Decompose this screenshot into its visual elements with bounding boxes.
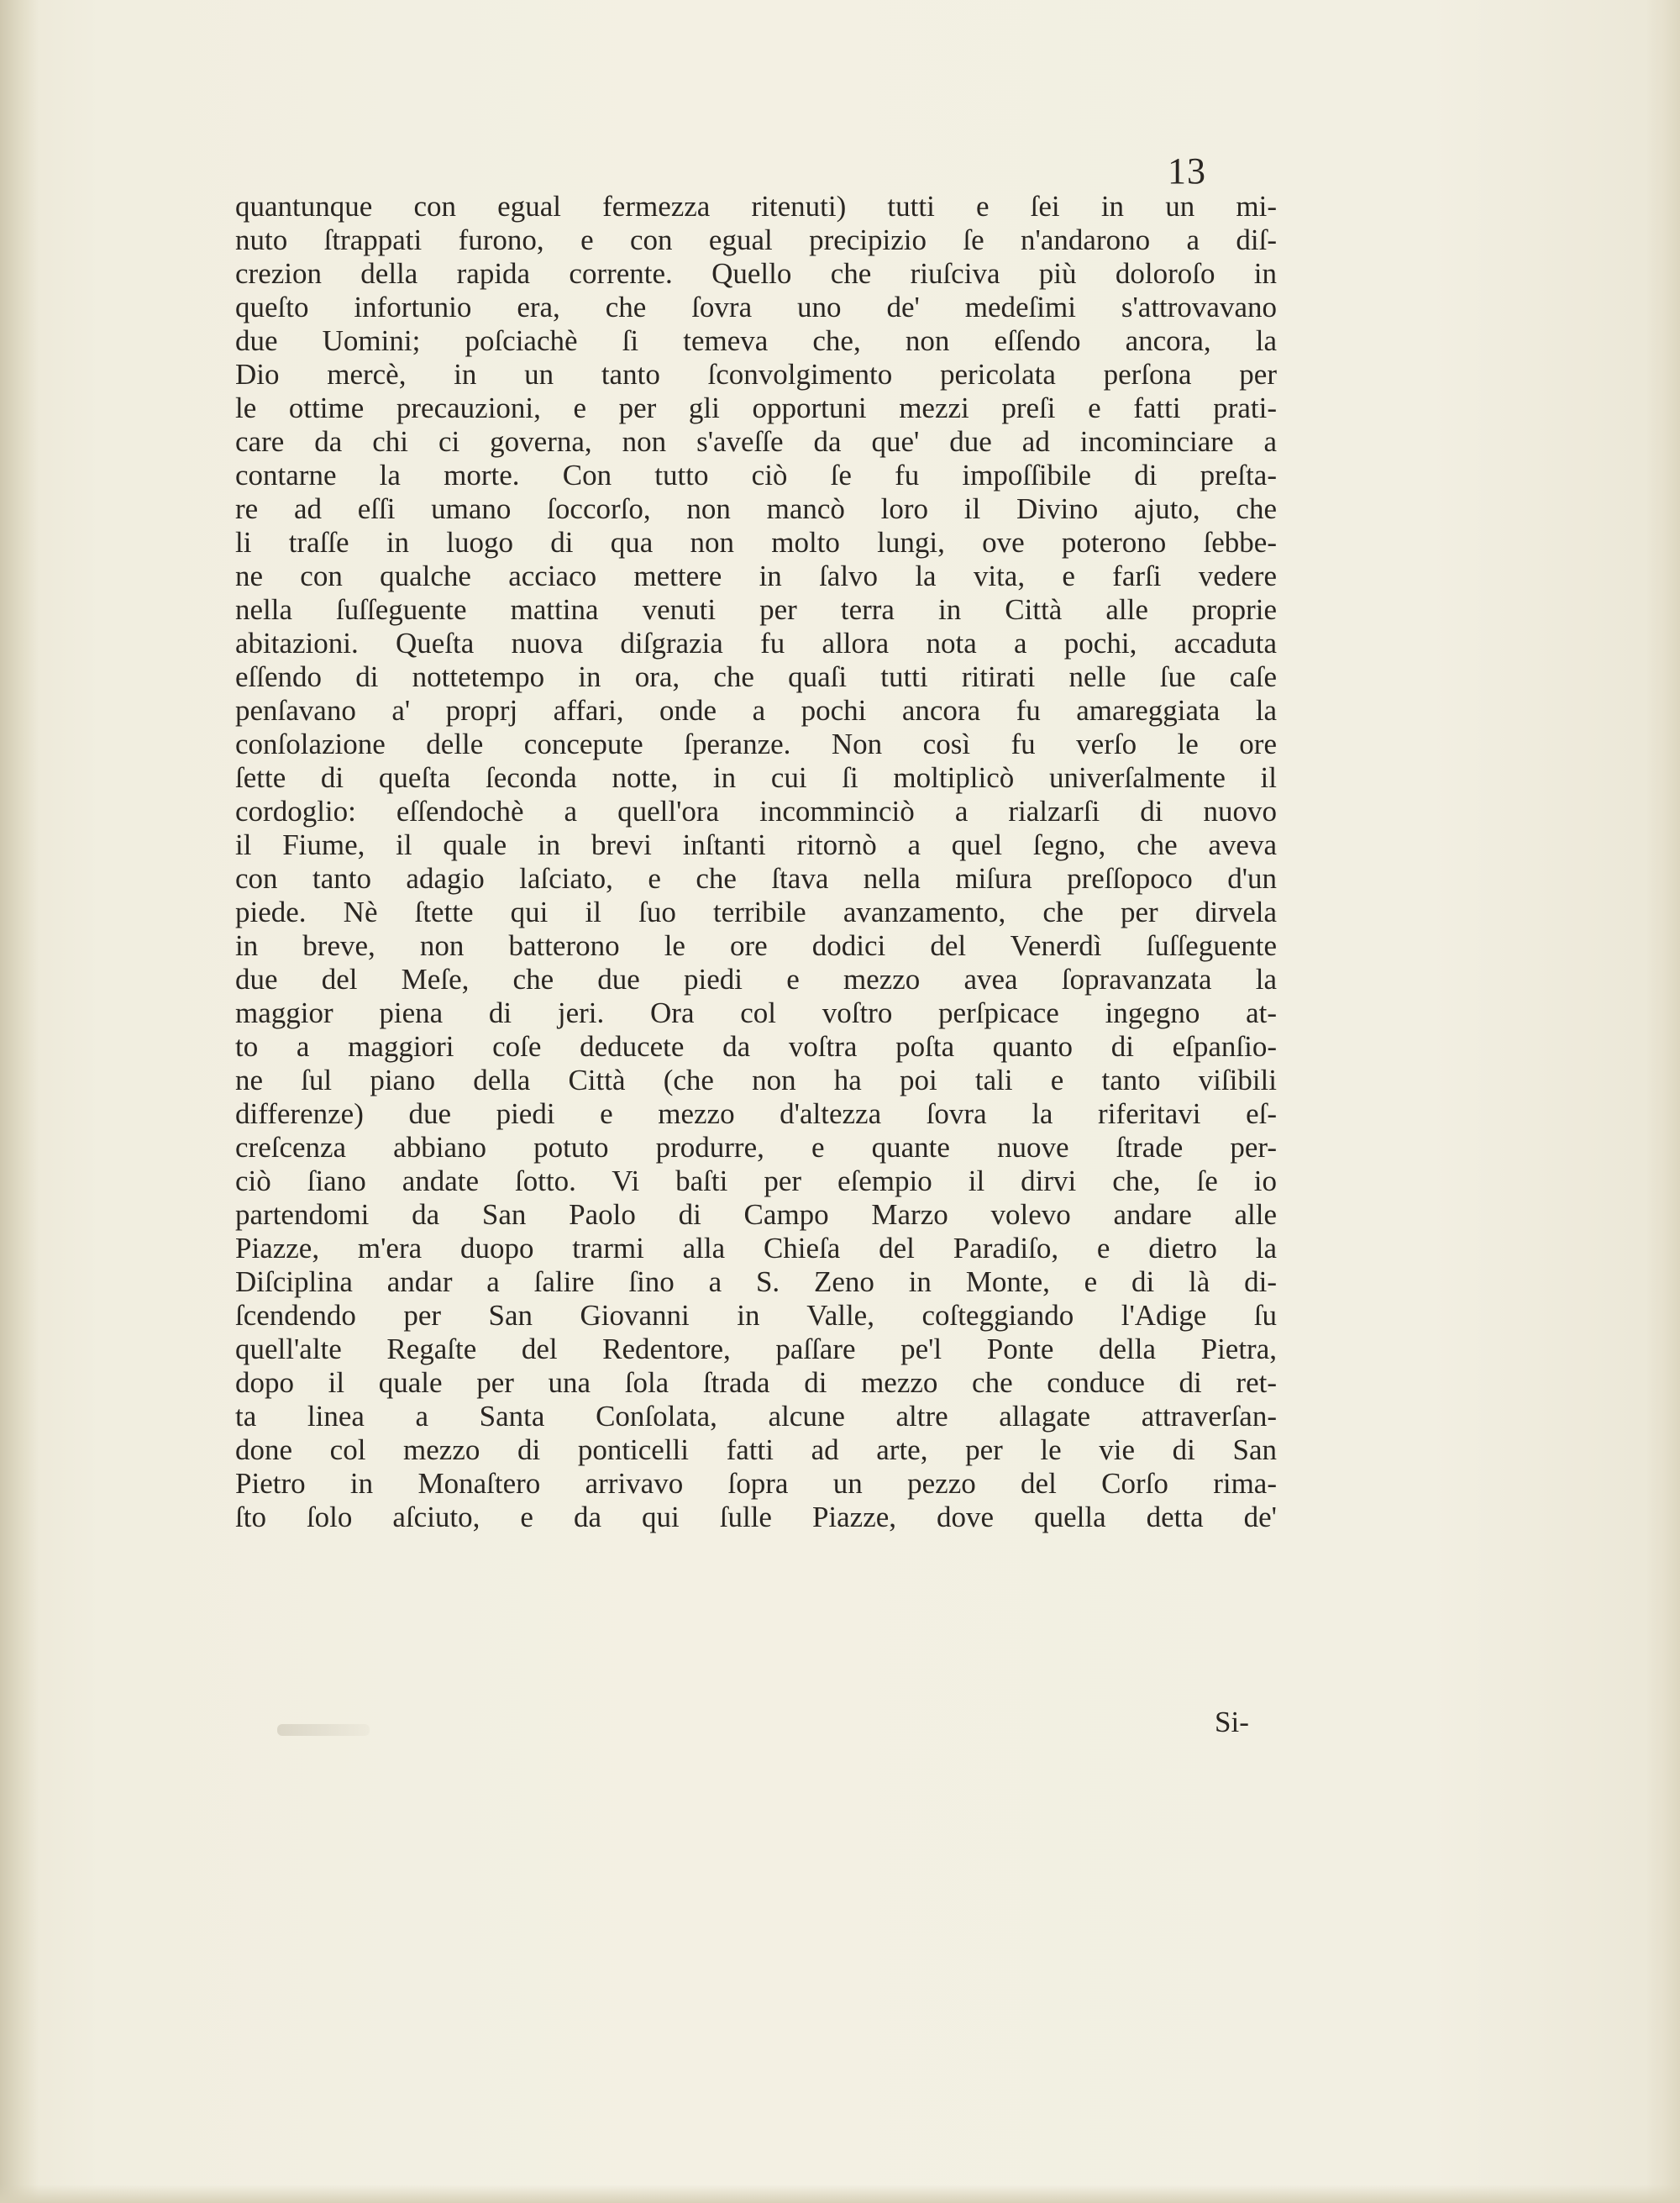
catchword: Si-	[1215, 1706, 1249, 1738]
text-line: ciò ſiano andate ſotto. Vi baſti per eſempio il dirvi che, ſe io	[235, 1165, 1277, 1197]
text-line: care da chi ci governa, non s'aveſſe da que' due ad incominciare a	[235, 425, 1277, 458]
text-line: ſto ſolo aſciuto, e da qui ſulle Piazze, dove quella detta de'	[235, 1501, 1277, 1533]
text-line: crezion della rapida corrente. Quello che riuſciva più doloroſo in	[235, 257, 1277, 290]
text-line: Pietro in Monaſtero arrivavo ſopra un pezzo del Corſo rima-	[235, 1467, 1277, 1500]
text-line: le ottime precauzioni, e per gli opportuni mezzi preſi e fatti prati-	[235, 392, 1277, 424]
text-line: il Fiume, il quale in brevi inſtanti ritornò a quel ſegno, che aveva	[235, 828, 1277, 861]
page-number: 13	[1168, 150, 1206, 192]
text-line: queſto infortunio era, che ſovra uno de' medeſimi s'attrovavano	[235, 291, 1277, 323]
text-line: Dio mercè, in un tanto ſconvolgimento pericolata perſona per	[235, 358, 1277, 391]
page-bottom-edge	[0, 2185, 1680, 2203]
body-text	[235, 190, 1277, 1534]
text-line: re ad eſſi umano ſoccorſo, non mancò loro il Divino ajuto, che	[235, 492, 1277, 525]
text-line: nuto ſtrappati furono, e con egual precipizio ſe n'andarono a diſ-	[235, 223, 1277, 256]
text-line: ne con qualche acciaco mettere in ſalvo la vita, e farſi vedere	[235, 560, 1277, 592]
text-line: maggior piena di jeri. Ora col voſtro perſpicace ingegno at-	[235, 996, 1277, 1029]
text-line: eſſendo di nottetempo in ora, che quaſi tutti ritirati nelle ſue caſe	[235, 660, 1277, 693]
text-line: Piazze, m'era duopo trarmi alla Chieſa del Paradiſo, e dietro la	[235, 1232, 1277, 1264]
text-line: conſolazione delle concepute ſperanze. Non così fu verſo le ore	[235, 728, 1277, 760]
text-line: cordoglio: eſſendochè a quell'ora incomminciò a rialzarſi di nuovo	[235, 795, 1277, 828]
text-line: ſette di queſta ſeconda notte, in cui ſi moltiplicò univerſalmente il	[235, 761, 1277, 794]
text-line: in breve, non batterono le ore dodici del Venerdì ſuſſeguente	[235, 929, 1277, 962]
text-line: done col mezzo di ponticelli fatti ad arte, per le vie di San	[235, 1433, 1277, 1466]
text-line: partendomi da San Paolo di Campo Marzo volevo andare alle	[235, 1198, 1277, 1231]
text-line: ne ſul piano della Città (che non ha poi tali e tanto viſibili	[235, 1064, 1277, 1096]
text-line: to a maggiori coſe deducete da voſtra poſta quanto di eſpanſio-	[235, 1030, 1277, 1063]
text-line: penſavano a' proprj affari, onde a pochi ancora fu amareggiata la	[235, 694, 1277, 727]
text-line: quantunque con egual fermezza ritenuti) tutti e ſei in un mi-	[235, 190, 1277, 223]
text-line: contarne la morte. Con tutto ciò ſe fu impoſſibile di preſta-	[235, 459, 1277, 492]
text-line: li traſſe in luogo di qua non molto lungi, ove poterono ſebbe-	[235, 526, 1277, 559]
page-edge	[1646, 0, 1680, 2203]
gutter-shadow	[0, 0, 39, 2203]
text-line: piede. Nè ſtette qui il ſuo terribile avanzamento, che per dirvela	[235, 896, 1277, 928]
text-line: con tanto adagio laſciato, e che ſtava nella miſura preſſopoco d'un	[235, 862, 1277, 895]
ink-smudge	[277, 1724, 370, 1736]
text-line: nella ſuſſeguente mattina venuti per terra in Città alle proprie	[235, 593, 1277, 626]
text-line: creſcenza abbiano potuto produrre, e quante nuove ſtrade per-	[235, 1131, 1277, 1164]
text-line: ta linea a Santa Conſolata, alcune altre allagate attraverſan-	[235, 1400, 1277, 1433]
text-line: Diſciplina andar a ſalire ſino a S. Zeno in Monte, e di là di-	[235, 1265, 1277, 1298]
text-line: dopo il quale per una ſola ſtrada di mezzo che conduce di ret-	[235, 1366, 1277, 1399]
text-line: ſcendendo per San Giovanni in Valle, coſteggiando l'Adige ſu	[235, 1299, 1277, 1332]
text-line: differenze) due piedi e mezzo d'altezza ſovra la riferitavi eſ-	[235, 1097, 1277, 1130]
text-line: quell'alte Regaſte del Redentore, paſſare pe'l Ponte della Pietra,	[235, 1333, 1277, 1365]
text-line: due del Meſe, che due piedi e mezzo avea ſopravanzata la	[235, 963, 1277, 996]
text-line: abitazioni. Queſta nuova diſgrazia fu allora nota a pochi, accaduta	[235, 627, 1277, 660]
text-line: due Uomini; poſciachè ſi temeva che, non eſſendo ancora, la	[235, 324, 1277, 357]
